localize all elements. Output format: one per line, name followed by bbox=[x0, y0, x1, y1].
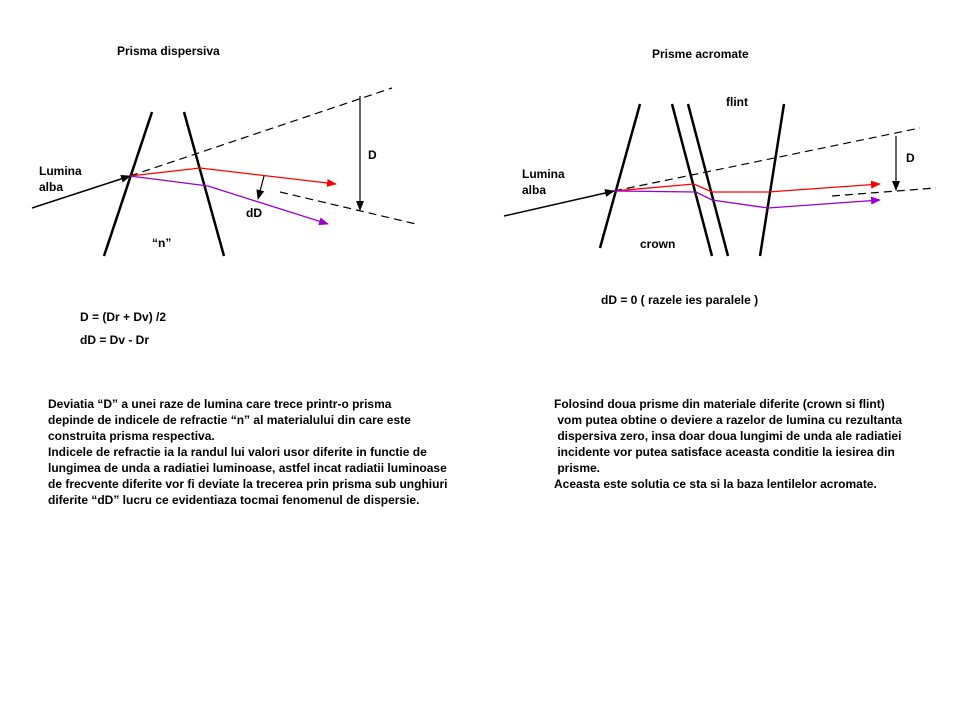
right-paragraph-line: Aceasta este solutia ce sta si la baza lentilelor acromate. bbox=[554, 477, 877, 491]
left-title: Prisma dispersiva bbox=[117, 44, 220, 58]
right-paragraph-line: vom putea obtine o deviere a razelor de lumina cu rezultanta bbox=[554, 413, 903, 427]
left-paragraph-line: Deviatia “D” a unei raze de lumina care trece printr-o prisma bbox=[48, 397, 392, 411]
right-light-label-line1: Lumina bbox=[522, 167, 565, 181]
left-mean-ray-dashed bbox=[280, 192, 416, 224]
flint-prism-face-right bbox=[760, 104, 784, 256]
left-formula-mean: D = (Dr + Dv) /2 bbox=[80, 310, 167, 324]
crown-label: crown bbox=[640, 237, 676, 251]
left-prism-face-left bbox=[104, 112, 152, 256]
left-formula-delta: dD = Dv - Dr bbox=[80, 333, 150, 347]
right-caption: dD = 0 ( razele ies paralele ) bbox=[601, 293, 759, 307]
left-prism-diagram bbox=[32, 88, 416, 256]
flint-label: flint bbox=[726, 95, 748, 109]
left-paragraph-line: lungimea de unda a radiatiei luminoase, astfel incat radiatii luminoase bbox=[48, 461, 447, 475]
right-violet-ray bbox=[614, 191, 880, 208]
right-paragraph-line: prisme. bbox=[554, 461, 601, 475]
left-paragraph-line: depinde de indicele de refractie “n” al materialului din care este bbox=[48, 413, 411, 427]
right-prism-diagram bbox=[504, 104, 936, 256]
left-violet-ray bbox=[130, 176, 328, 224]
left-paragraph-line: Indicele de refractie ia la randul lui valori usor diferite in functie de bbox=[48, 445, 427, 459]
left-light-label-line1: Lumina bbox=[39, 164, 82, 178]
right-deviation-label: D bbox=[906, 151, 915, 165]
right-paragraph-line: Folosind doua prisme din materiale diferite (crown si flint) bbox=[554, 397, 885, 411]
right-light-label-line2: alba bbox=[522, 183, 547, 197]
right-explanation-paragraph bbox=[554, 396, 902, 492]
right-incident-ray bbox=[504, 191, 614, 216]
right-mean-ray-dashed bbox=[832, 188, 936, 196]
left-red-ray bbox=[130, 168, 336, 184]
left-deviation-label: D bbox=[368, 148, 377, 162]
right-paragraph-line: dispersiva zero, insa doar doua lungimi de unda ale radiatiei bbox=[554, 429, 902, 443]
left-undeviated-dashed-line bbox=[130, 88, 392, 176]
left-light-label-line2: alba bbox=[39, 180, 64, 194]
left-index-label: “n” bbox=[152, 236, 172, 250]
crown-prism-face-left bbox=[600, 104, 640, 248]
left-explanation-paragraph bbox=[48, 396, 447, 508]
left-paragraph-line: construita prisma respectiva. bbox=[48, 429, 215, 443]
flint-prism-face-left bbox=[688, 104, 728, 256]
right-paragraph-line: incidente vor putea satisface aceasta conditie la iesirea din bbox=[554, 445, 895, 459]
left-paragraph-line: de frecvente diferite vor fi deviate la trecerea prin prisma sub unghiuri bbox=[48, 477, 448, 491]
left-paragraph-line: diferite “dD” lucru ce evidentiaza tocmai fenomenul de dispersie. bbox=[48, 493, 420, 507]
right-red-ray bbox=[614, 184, 880, 192]
left-dD-label: dD bbox=[246, 206, 262, 220]
right-undeviated-dashed-line bbox=[614, 128, 920, 191]
left-dD-arrow bbox=[258, 176, 264, 199]
crown-prism-face-right bbox=[672, 104, 712, 256]
right-title: Prisme acromate bbox=[652, 47, 749, 61]
